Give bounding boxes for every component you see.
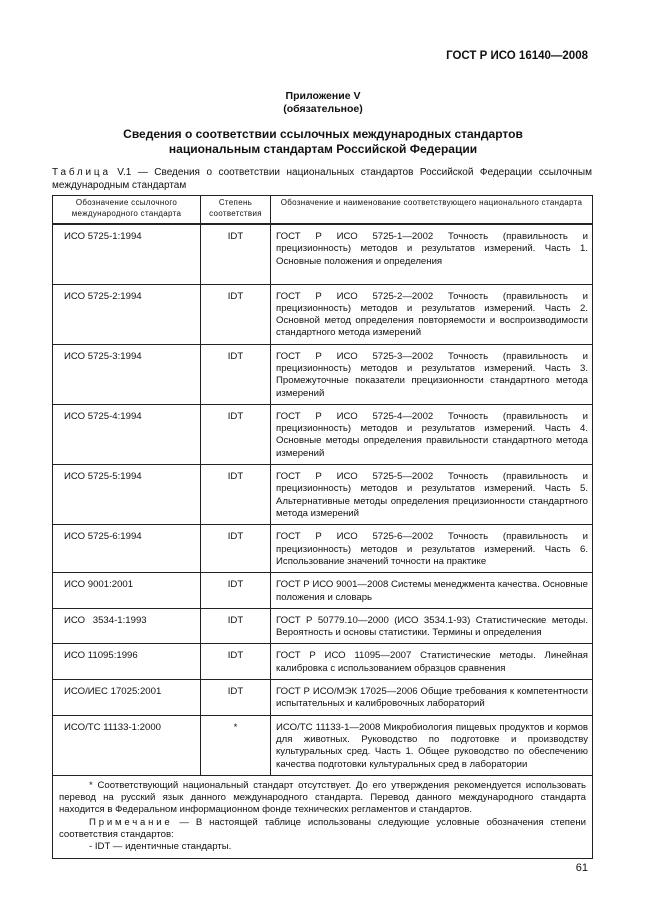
appendix-heading	[0, 90, 646, 116]
degree-cell: IDT	[201, 284, 271, 344]
asterisk-footnote: * Соответствующий национальный стандарт отсутствует. До его утверждения рекомендуется использовать перевод на русский язык данного международного стандарта. Перевод данного международного стандарта находится в Федеральном информационном фонде технических регламентов и стандартов.	[59, 779, 586, 816]
national-standard-cell: ИСО/ТС 11133-1—2008 Микробиология пищевых продуктов и кормов для животных. Руководство по подготовке и производству культуральных сред. Часть 1. Общее руководство по обеспечению качества подготовки культуральных сред в лаборатории	[271, 715, 593, 775]
idt-definition: - IDT — идентичные стандарты.	[89, 841, 232, 853]
table-row	[53, 715, 593, 775]
table-header-row	[53, 196, 593, 225]
intl-standard-cell: ИСО 5725-4:1994	[53, 404, 201, 464]
national-standard-cell: ГОСТ Р ИСО 5725-2—2002 Точность (правильность и прецизионность) методов и результатов измерений. Часть 2. Основной метод определения повторяемости и воспроизводимости стандартного метода измерений	[271, 284, 593, 344]
section-title-line1: Сведения о соответствии ссылочных международных стандартов	[123, 127, 523, 141]
intl-standard-cell: ИСО/ТС 11133-1:2000	[53, 715, 201, 775]
degree-cell: IDT	[201, 573, 271, 609]
table-row	[53, 644, 593, 680]
intl-standard-cell: ИСО 5725-6:1994	[53, 525, 201, 573]
national-standard-cell: ГОСТ Р ИСО 5725-6—2002 Точность (правильность и прецизионность) методов и результатов измерений. Часть 6. Использование значений точности на практике	[271, 525, 593, 573]
correspondence-table	[52, 195, 593, 859]
degree-cell: IDT	[201, 644, 271, 680]
intl-standard-cell: ИСО 9001:2001	[53, 573, 201, 609]
page-number: 61	[575, 862, 588, 874]
national-standard-cell: ГОСТ Р ИСО 5725-4—2002 Точность (правильность и прецизионность) методов и результатов измерений. Часть 4. Основные методы определения правильности стандартного метода измерений	[271, 404, 593, 464]
table-row	[53, 573, 593, 609]
section-title-line2: национальным стандартам Российской Федерации	[168, 142, 478, 156]
table-caption	[52, 167, 592, 192]
table-row	[53, 284, 593, 344]
intl-standard-cell: ИСО 5725-1:1994	[53, 224, 201, 284]
degree-cell: IDT	[201, 404, 271, 464]
table-caption-label: Таблица	[52, 167, 111, 178]
national-standard-cell: ГОСТ Р ИСО 5725-5—2002 Точность (правильность и прецизионность) методов и результатов измерений. Часть 5. Альтернативные методы определения прецизионности стандартного метода измерений	[271, 465, 593, 525]
national-standard-cell: ГОСТ Р ИСО 9001—2008 Системы менеджмента качества. Основные положения и словарь	[271, 573, 593, 609]
column-header-intl: Обозначение ссылочного международного стандарта	[53, 196, 201, 225]
intl-standard-cell: ИСО/ИЕС 17025:2001	[53, 680, 201, 716]
national-standard-cell: ГОСТ Р ИСО 5725-1—2002 Точность (правильность и прецизионность) методов и результатов измерений. Часть 1. Основные положения и определения	[271, 224, 593, 284]
degree-cell: IDT	[201, 344, 271, 404]
degree-cell: IDT	[201, 525, 271, 573]
table-row	[53, 608, 593, 644]
note-text: — В настоящей таблице использованы следующие условные обозначения степени соответствия стандартов:	[59, 816, 586, 840]
note-label: Примечание	[89, 816, 173, 828]
column-header-degree: Степень соответствия	[201, 196, 271, 225]
degree-cell: IDT	[201, 224, 271, 284]
intl-standard-cell: ИСО 5725-2:1994	[53, 284, 201, 344]
table-row	[53, 404, 593, 464]
appendix-status: (обязательное)	[283, 103, 363, 115]
intl-standard-cell: ИСО 5725-3:1994	[53, 344, 201, 404]
table-caption-text: V.1 — Сведения о соответствии национальных стандартов Российской Федерации ссылочным международным стандартам	[52, 167, 592, 191]
national-standard-cell: ГОСТ Р ИСО 5725-3—2002 Точность (правильность и прецизионность) методов и результатов измерений. Часть 3. Промежуточные показатели прецизионности стандартного метода измерений	[271, 344, 593, 404]
intl-standard-cell: ИСО 3534-1:1993	[53, 608, 201, 644]
footnote-cell	[53, 775, 593, 858]
intl-standard-cell: ИСО 5725-5:1994	[53, 465, 201, 525]
table-row	[53, 525, 593, 573]
table-row	[53, 465, 593, 525]
table-row	[53, 680, 593, 716]
column-header-national: Обозначение и наименование соответствующего национального стандарта	[271, 196, 593, 225]
table-row	[53, 224, 593, 284]
document-code: ГОСТ Р ИСО 16140—2008	[446, 50, 588, 62]
degree-cell: IDT	[201, 608, 271, 644]
footnote-row	[53, 775, 593, 858]
degree-cell: *	[201, 715, 271, 775]
appendix-title: Приложение V	[285, 90, 361, 102]
national-standard-cell: ГОСТ Р ИСО/МЭК 17025—2006 Общие требования к компетентности испытательных и калибровочных лабораторий	[271, 680, 593, 716]
intl-standard-cell: ИСО 11095:1996	[53, 644, 201, 680]
national-standard-cell: ГОСТ Р ИСО 11095—2007 Статистические методы. Линейная калибровка с использованием образцов сравнения	[271, 644, 593, 680]
section-title	[0, 127, 646, 157]
degree-cell: IDT	[201, 680, 271, 716]
note	[59, 817, 586, 842]
national-standard-cell: ГОСТ Р 50779.10—2000 (ИСО 3534.1-93) Статистические методы. Вероятность и основы статистики. Термины и определения	[271, 608, 593, 644]
degree-cell: IDT	[201, 465, 271, 525]
table-row	[53, 344, 593, 404]
